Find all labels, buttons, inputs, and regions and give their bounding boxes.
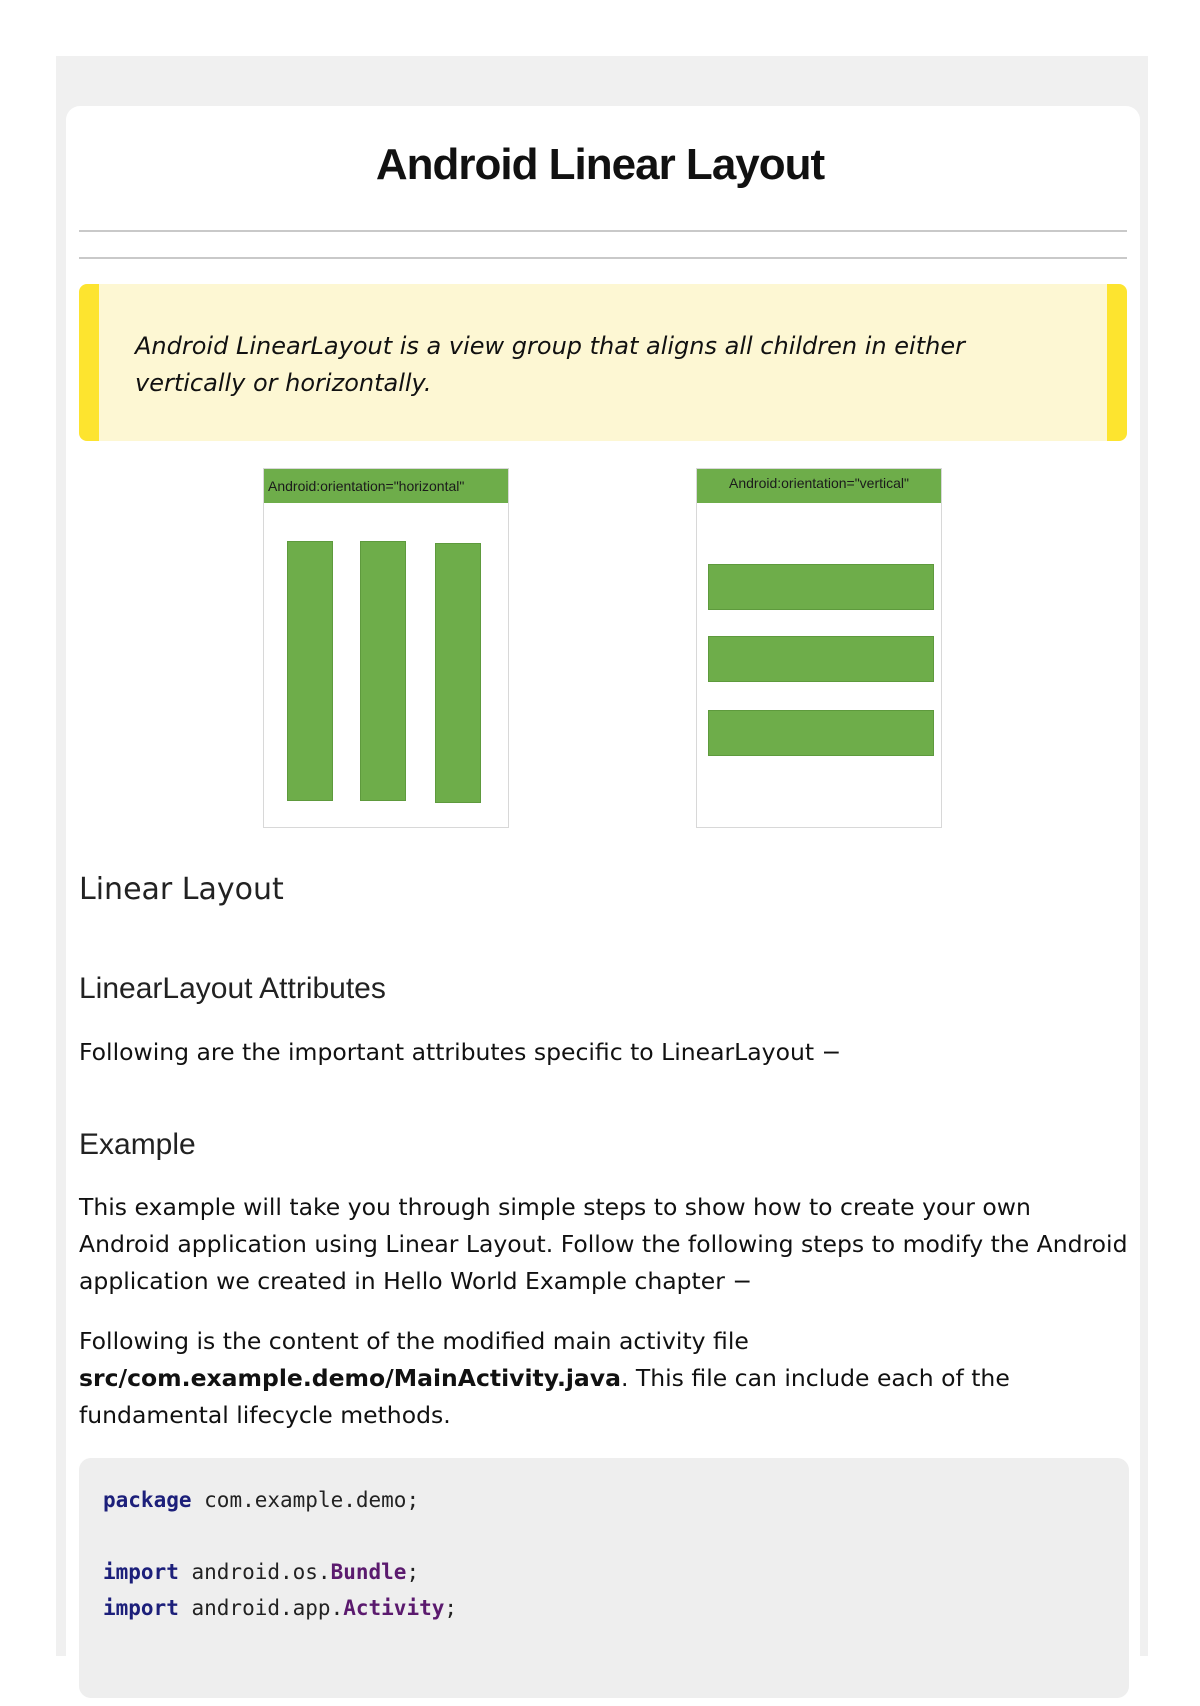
horizontal-child-block: [360, 541, 406, 801]
divider: [79, 230, 1127, 232]
vertical-orientation-diagram: [696, 468, 942, 828]
content-text-after: . This file can include each of the fundamental lifecycle methods.: [79, 1364, 1010, 1429]
code-text: ;: [406, 1560, 420, 1584]
intro-note: [79, 284, 1127, 441]
diagram-label-horizontal: Android:orientation="horizontal": [264, 469, 508, 503]
attributes-heading: LinearLayout Attributes: [79, 972, 386, 1005]
code-text: com.example.demo;: [191, 1488, 420, 1512]
diagram-label-vertical: Android:orientation="vertical": [697, 469, 941, 503]
horizontal-child-block: [287, 541, 333, 801]
code-class-name: Bundle: [330, 1560, 407, 1584]
code-listing: [103, 1482, 457, 1626]
vertical-child-block: [708, 564, 934, 610]
intro-note-text: Android LinearLayout is a view group that aligns all children in either vertically or horizontally.: [135, 332, 965, 397]
main-activity-file-path: src/com.example.demo/MainActivity.java: [79, 1364, 621, 1392]
code-keyword: import: [103, 1596, 179, 1620]
code-text: android.os.: [178, 1560, 331, 1584]
vertical-child-block: [708, 710, 934, 756]
code-keyword: package: [103, 1488, 192, 1512]
code-keyword: import: [103, 1560, 179, 1584]
code-block: [79, 1458, 1129, 1698]
divider: [79, 257, 1127, 259]
example-text: This example will take you through simple steps to show how to create your own Android application using Linear Layout. Follow the following steps to modify the Android application we created in Hello World Example chapter −: [79, 1193, 1128, 1295]
code-class-name: Activity: [343, 1596, 445, 1620]
code-text: ;: [444, 1596, 458, 1620]
example-heading: Example: [79, 1128, 196, 1161]
horizontal-orientation-diagram: [263, 468, 509, 828]
horizontal-child-block: [435, 543, 481, 803]
code-text: android.app.: [178, 1596, 344, 1620]
content-text-before: Following is the content of the modified main activity file: [79, 1327, 749, 1355]
linear-layout-heading: Linear Layout: [79, 872, 284, 907]
content-description: [79, 1323, 1129, 1434]
attributes-text: Following are the important attributes specific to LinearLayout −: [79, 1038, 842, 1066]
vertical-child-block: [708, 636, 934, 682]
page-title: Android Linear Layout: [375, 140, 825, 189]
